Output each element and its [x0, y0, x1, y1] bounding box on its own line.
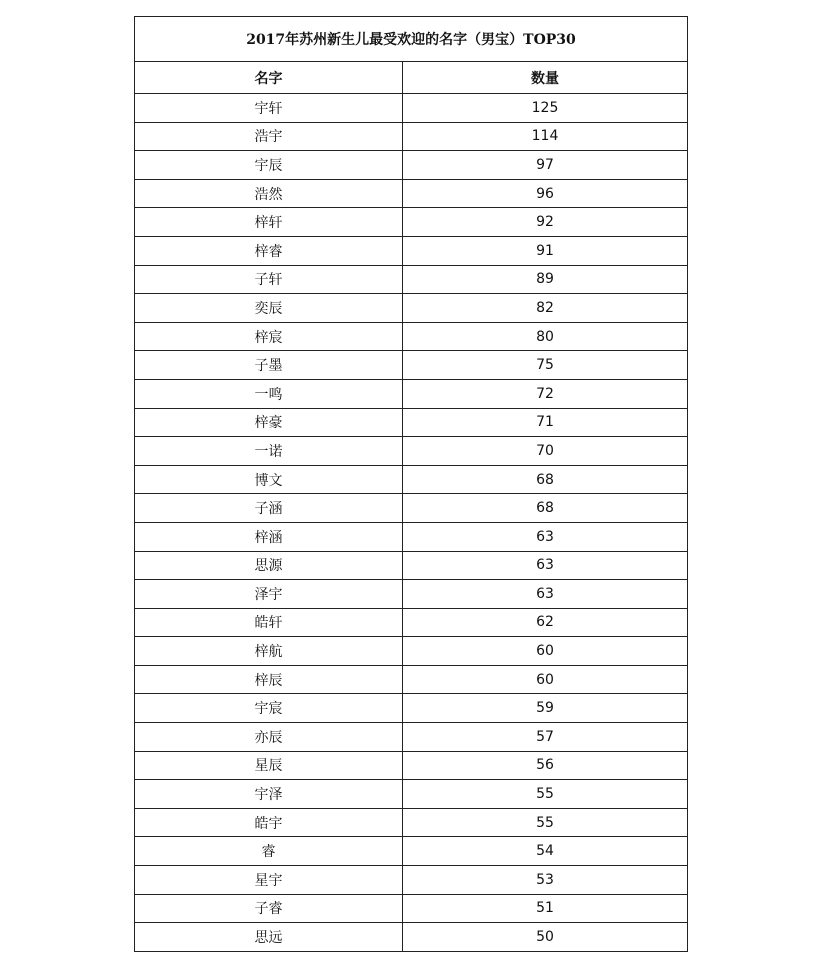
- count-cell: 80: [403, 322, 688, 351]
- name-cell: 亦辰: [135, 723, 403, 752]
- header-row: [135, 62, 688, 94]
- table-row: [135, 837, 688, 866]
- table-body: [135, 94, 688, 952]
- name-cell: 梓豪: [135, 408, 403, 437]
- count-cell: 62: [403, 608, 688, 637]
- count-cell: 96: [403, 179, 688, 208]
- table-row: [135, 723, 688, 752]
- name-cell: 宇辰: [135, 151, 403, 180]
- column-header-count: 数量: [403, 62, 688, 94]
- count-cell: 60: [403, 637, 688, 666]
- table-row: [135, 437, 688, 466]
- count-cell: 55: [403, 808, 688, 837]
- table-row: [135, 208, 688, 237]
- table-row: [135, 151, 688, 180]
- table-row: [135, 808, 688, 837]
- table-row: [135, 866, 688, 895]
- count-cell: 63: [403, 522, 688, 551]
- count-cell: 55: [403, 780, 688, 809]
- table-row: [135, 294, 688, 323]
- table-row: [135, 322, 688, 351]
- name-cell: 皓宇: [135, 808, 403, 837]
- name-cell: 宇宸: [135, 694, 403, 723]
- table-row: [135, 665, 688, 694]
- name-cell: 星辰: [135, 751, 403, 780]
- name-cell: 浩然: [135, 179, 403, 208]
- count-cell: 51: [403, 894, 688, 923]
- table-row: [135, 465, 688, 494]
- name-cell: 梓辰: [135, 665, 403, 694]
- name-cell: 博文: [135, 465, 403, 494]
- count-cell: 53: [403, 866, 688, 895]
- count-cell: 70: [403, 437, 688, 466]
- table-row: [135, 751, 688, 780]
- table-row: [135, 379, 688, 408]
- count-cell: 72: [403, 379, 688, 408]
- names-table: [134, 16, 688, 952]
- count-cell: 92: [403, 208, 688, 237]
- name-cell: 睿: [135, 837, 403, 866]
- count-cell: 89: [403, 265, 688, 294]
- table-row: [135, 94, 688, 123]
- count-cell: 63: [403, 551, 688, 580]
- name-cell: 一鸣: [135, 379, 403, 408]
- name-cell: 泽宇: [135, 580, 403, 609]
- name-cell: 子睿: [135, 894, 403, 923]
- table-row: [135, 351, 688, 380]
- count-cell: 56: [403, 751, 688, 780]
- count-cell: 54: [403, 837, 688, 866]
- table-row: [135, 923, 688, 952]
- table-row: [135, 780, 688, 809]
- name-cell: 梓涵: [135, 522, 403, 551]
- name-cell: 子墨: [135, 351, 403, 380]
- name-cell: 思远: [135, 923, 403, 952]
- name-cell: 宇泽: [135, 780, 403, 809]
- count-cell: 68: [403, 494, 688, 523]
- count-cell: 71: [403, 408, 688, 437]
- table-row: [135, 580, 688, 609]
- name-cell: 思源: [135, 551, 403, 580]
- count-cell: 59: [403, 694, 688, 723]
- table-row: [135, 122, 688, 151]
- name-cell: 子涵: [135, 494, 403, 523]
- table-row: [135, 608, 688, 637]
- count-cell: 125: [403, 94, 688, 123]
- name-cell: 梓航: [135, 637, 403, 666]
- table-row: [135, 265, 688, 294]
- count-cell: 114: [403, 122, 688, 151]
- name-cell: 星宇: [135, 866, 403, 895]
- name-cell: 奕辰: [135, 294, 403, 323]
- name-cell: 一诺: [135, 437, 403, 466]
- table-row: [135, 522, 688, 551]
- count-cell: 60: [403, 665, 688, 694]
- name-cell: 梓睿: [135, 236, 403, 265]
- table-row: [135, 637, 688, 666]
- count-cell: 91: [403, 236, 688, 265]
- table-row: [135, 694, 688, 723]
- count-cell: 57: [403, 723, 688, 752]
- count-cell: 68: [403, 465, 688, 494]
- name-cell: 梓宸: [135, 322, 403, 351]
- count-cell: 97: [403, 151, 688, 180]
- table-row: [135, 236, 688, 265]
- table-row: [135, 551, 688, 580]
- table-row: [135, 179, 688, 208]
- name-cell: 子轩: [135, 265, 403, 294]
- name-cell: 浩宇: [135, 122, 403, 151]
- count-cell: 50: [403, 923, 688, 952]
- count-cell: 63: [403, 580, 688, 609]
- name-cell: 皓轩: [135, 608, 403, 637]
- names-table-container: [134, 16, 687, 952]
- table-row: [135, 494, 688, 523]
- count-cell: 75: [403, 351, 688, 380]
- name-cell: 宇轩: [135, 94, 403, 123]
- table-row: [135, 894, 688, 923]
- name-cell: 梓轩: [135, 208, 403, 237]
- table-row: [135, 408, 688, 437]
- column-header-name: 名字: [135, 62, 403, 94]
- table-title: 2017年苏州新生儿最受欢迎的名字（男宝）TOP30: [135, 17, 688, 62]
- count-cell: 82: [403, 294, 688, 323]
